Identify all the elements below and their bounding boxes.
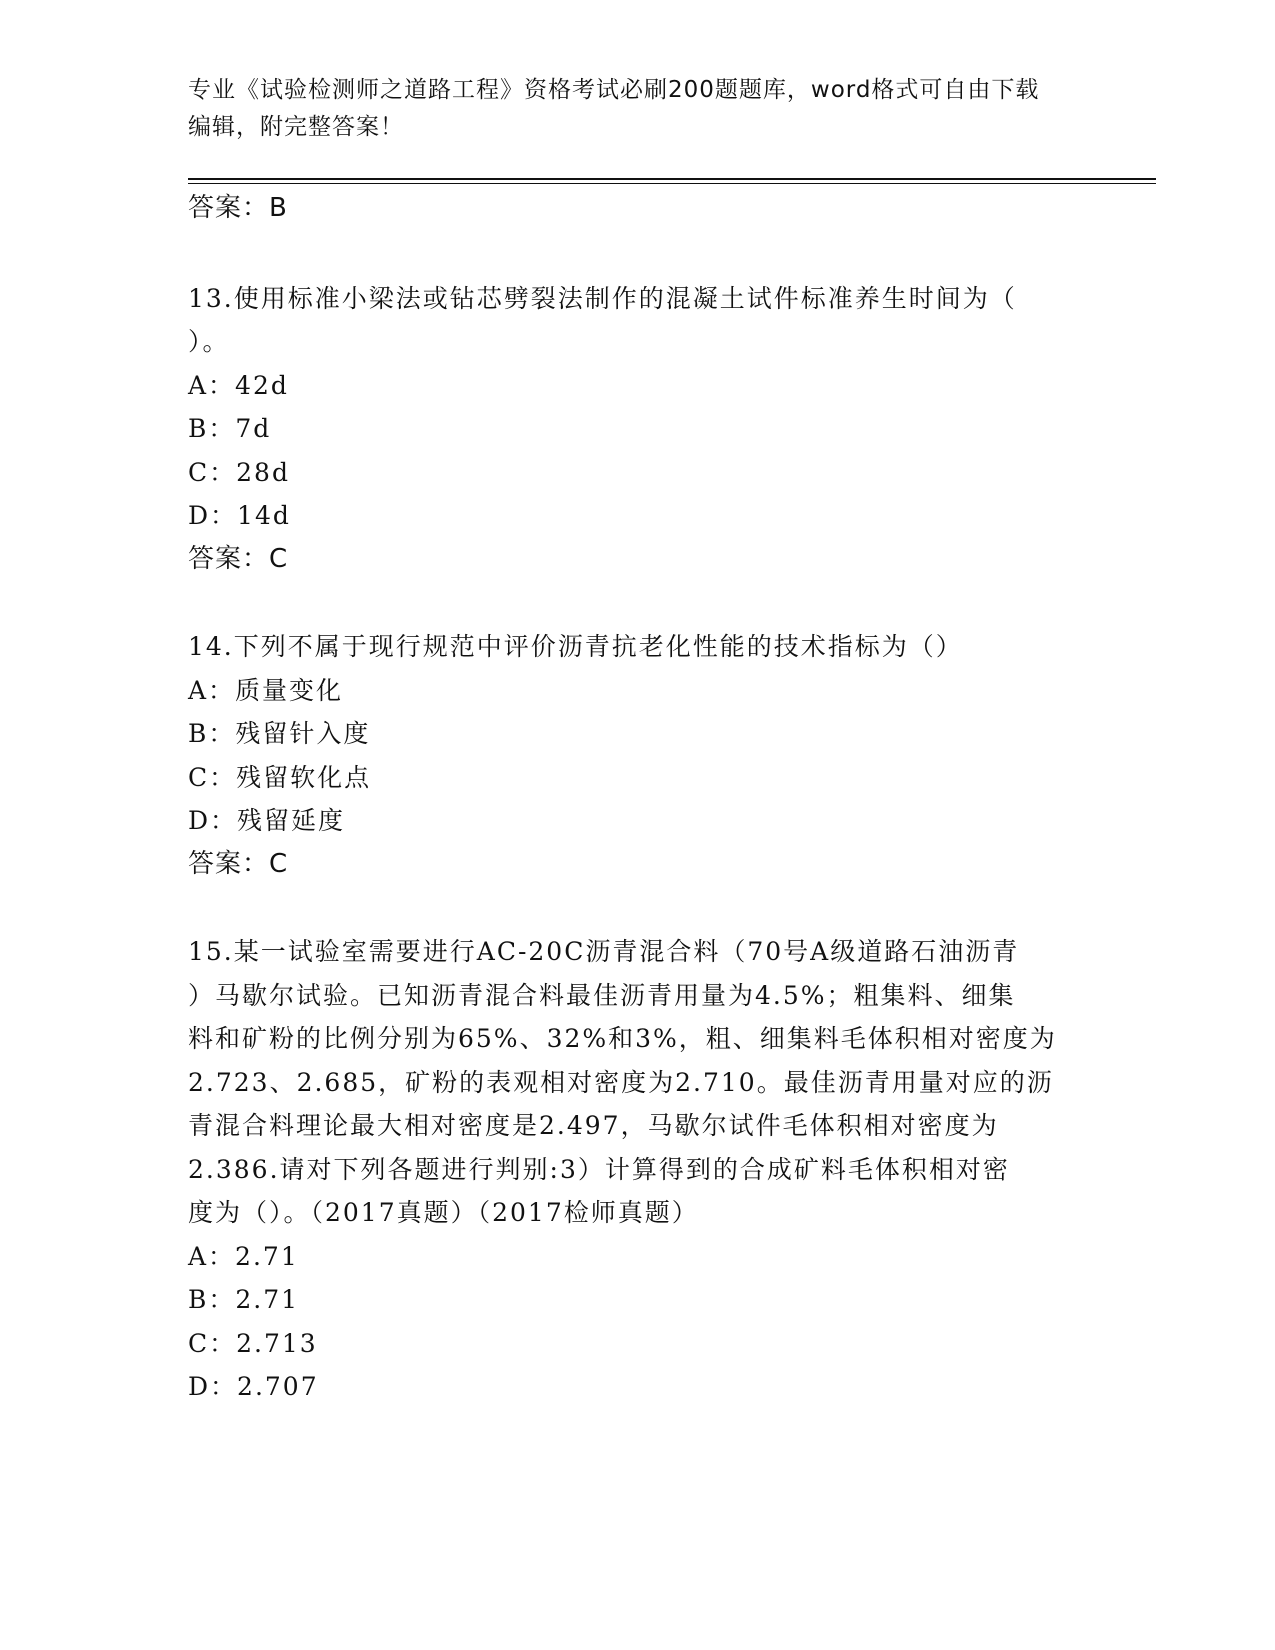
header-line-2: 编辑，附完整答案！	[188, 114, 404, 140]
question-15-text-line-1: 15.某一试验室需要进行AC-20C沥青混合料（70号A级道路石油沥青	[188, 937, 1020, 966]
question-13-option-b: B：7d	[188, 414, 272, 443]
header-rule-thin	[188, 183, 1156, 184]
question-15-text-line-5: 青混合料理论最大相对密度是2.497，马歇尔试件毛体积相对密度为	[188, 1111, 999, 1140]
question-13-option-a: A：42d	[188, 371, 289, 400]
question-13-option-d: D：14d	[188, 501, 291, 530]
question-14-option-b: B：残留针入度	[188, 719, 371, 748]
question-15-text-line-2: ）马歇尔试验。已知沥青混合料最佳沥青用量为4.5%；粗集料、细集	[188, 981, 1016, 1010]
header-rule-thick	[188, 178, 1156, 180]
question-15-option-a: A：2.71	[188, 1242, 299, 1271]
header-line-1: 专业《试验检测师之道路工程》资格考试必刷200题题库，word格式可自由下载	[188, 77, 1040, 103]
question-13-text-line-2: ）。	[188, 327, 230, 356]
question-15-text-line-7: 度为（）。（2017真题）（2017检师真题）	[188, 1198, 699, 1227]
question-15-text-line-3: 料和矿粉的比例分别为65%、32%和3%，粗、细集料毛体积相对密度为	[188, 1024, 1057, 1053]
question-15-option-d: D：2.707	[188, 1372, 319, 1401]
page-header	[188, 72, 1088, 146]
question-13-answer: 答案：C	[188, 544, 289, 574]
question-14-option-d: D：残留延度	[188, 806, 346, 835]
question-14-option-c: C：残留软化点	[188, 763, 372, 792]
question-14-answer: 答案：C	[188, 849, 289, 879]
question-13-text-line-1: 13.使用标准小梁法或钻芯劈裂法制作的混凝土试件标准养生时间为（	[188, 284, 1017, 313]
question-15-option-c: C：2.713	[188, 1329, 318, 1358]
previous-answer: 答案：B	[188, 193, 288, 223]
question-14-option-a: A：质量变化	[188, 676, 344, 705]
question-13-option-c: C：28d	[188, 458, 290, 487]
question-14-text-line-1: 14.下列不属于现行规范中评价沥青抗老化性能的技术指标为（）	[188, 632, 963, 661]
question-15-text-line-4: 2.723、2.685，矿粉的表观相对密度为2.710。最佳沥青用量对应的沥	[188, 1068, 1054, 1097]
question-15-option-b: B：2.71	[188, 1285, 300, 1314]
question-15-text-line-6: 2.386.请对下列各题进行判别:3）计算得到的合成矿料毛体积相对密	[188, 1155, 1010, 1184]
